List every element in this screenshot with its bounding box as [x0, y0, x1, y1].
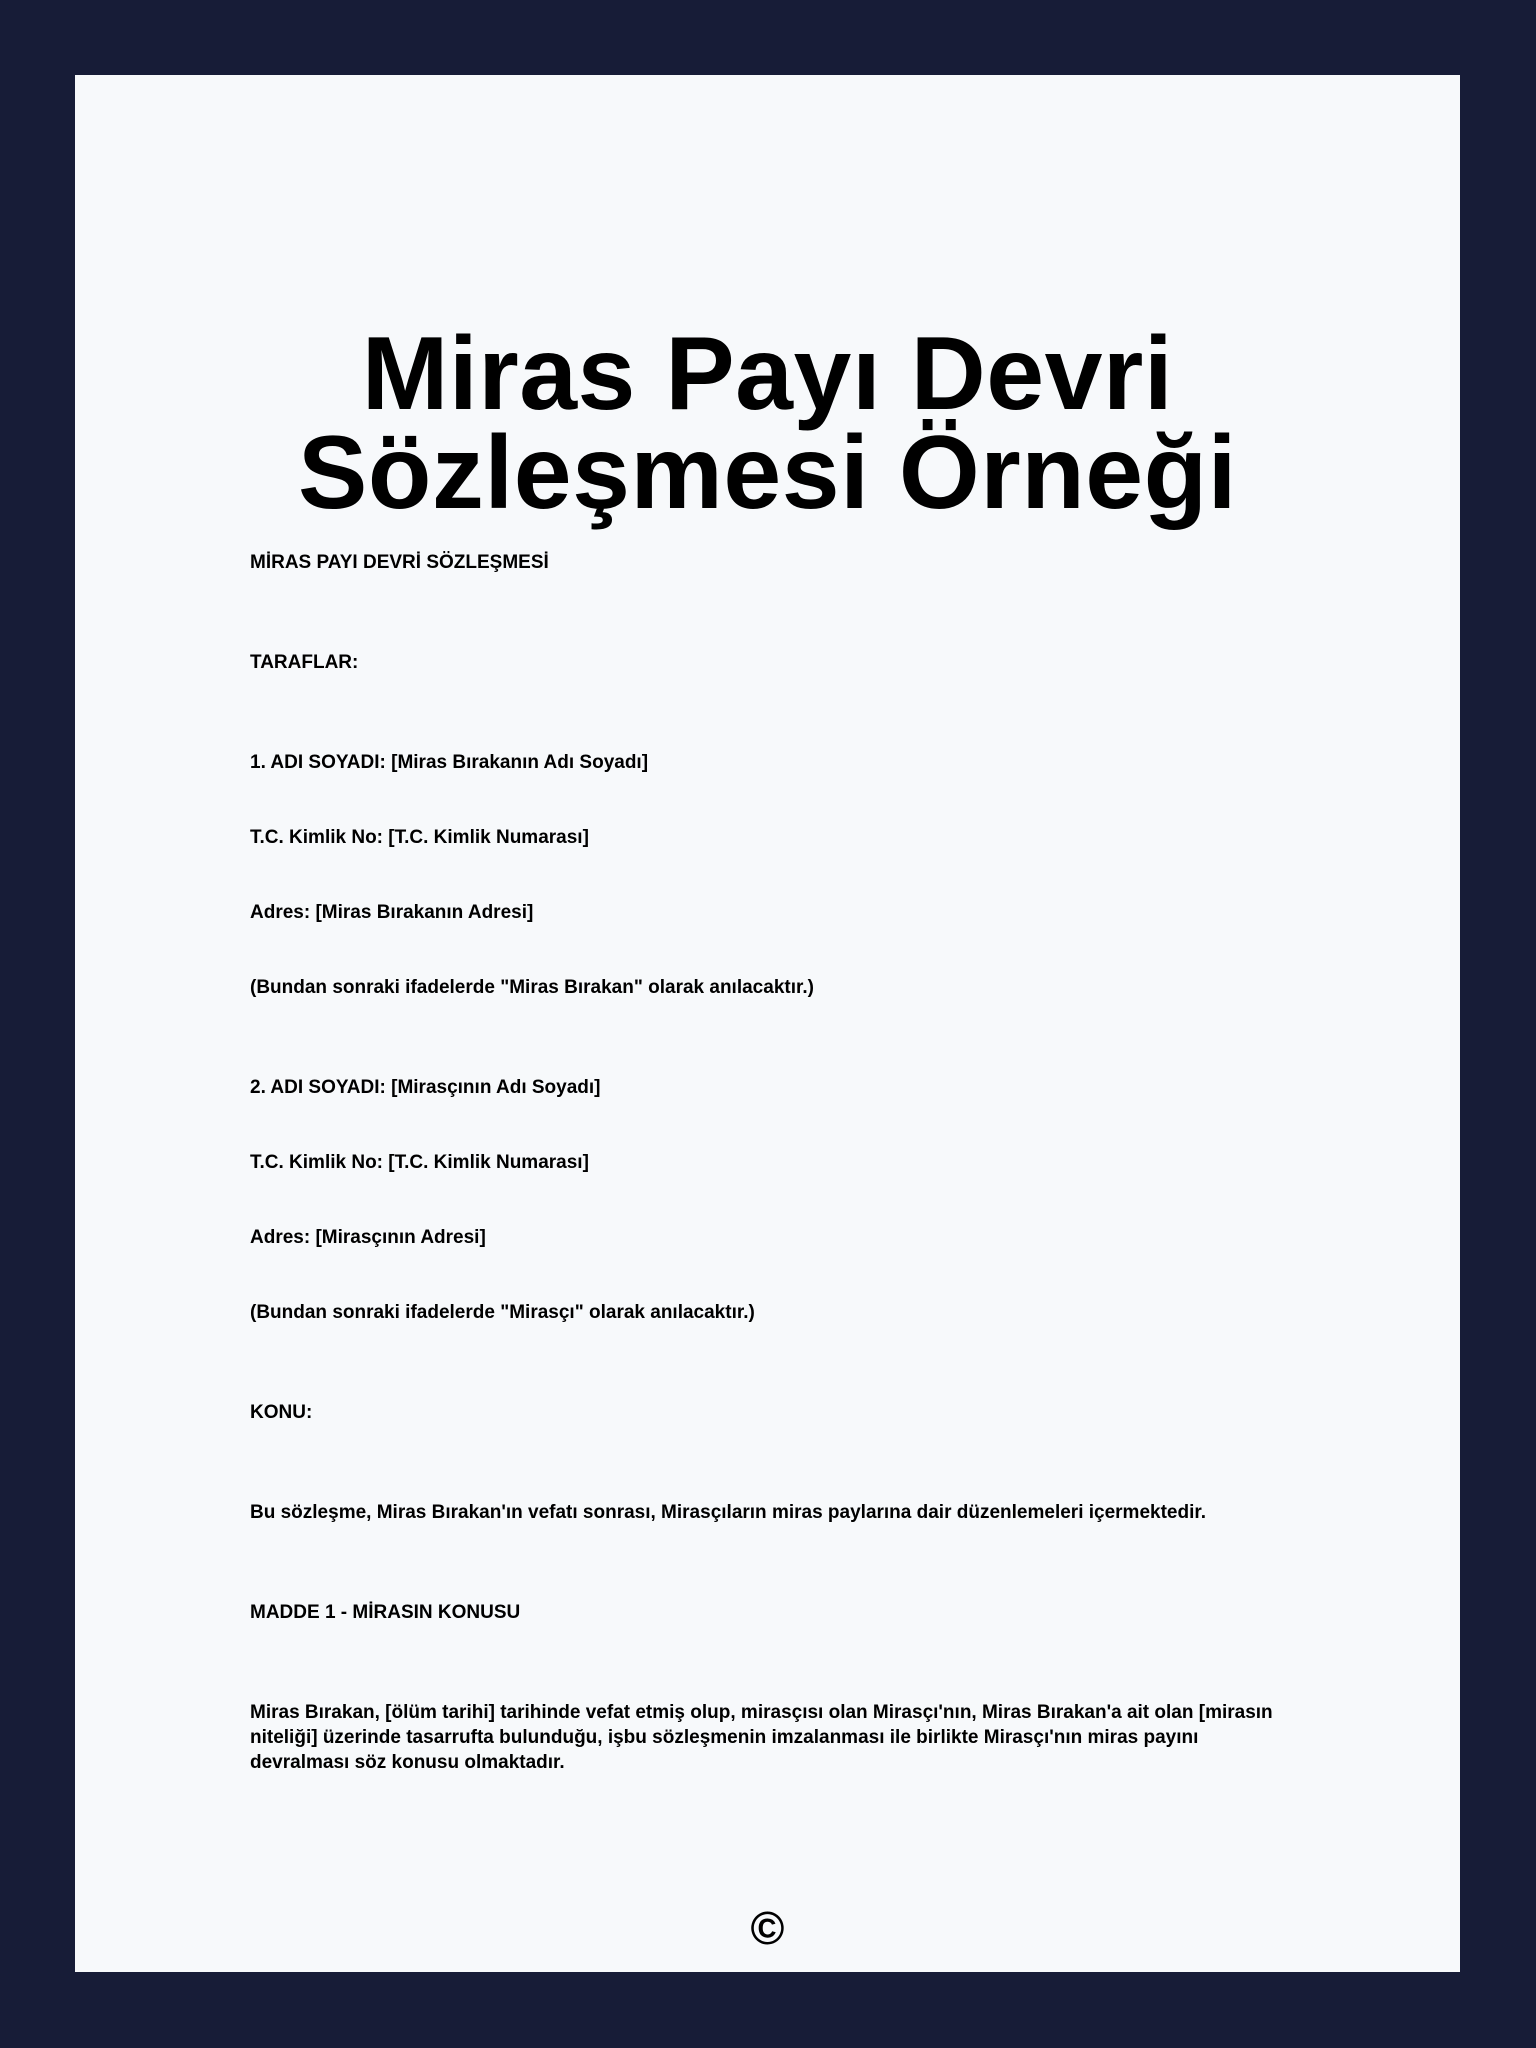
party1-id: T.C. Kimlik No: [T.C. Kimlik Numarası]	[250, 827, 589, 848]
copyright-symbol: ©	[750, 1902, 785, 1954]
subject-text: Bu sözleşme, Miras Bırakan'ın vefatı sonrası, Mirasçıların miras paylarına dair düzenlemeleri içermektedir.	[250, 1502, 1206, 1523]
document-page	[75, 75, 1460, 1972]
document-title: Miras Payı Devri Sözleşmesi Örneği	[297, 316, 1238, 531]
article1-text: Miras Bırakan, [ölüm tarihi] tarihinde vefat etmiş olup, mirasçısı olan Mirasçı'nın, Miras Bırakan'a ait olan [mirasın niteliği] üzerinde tasarrufta bulunduğu, işbu sözleşmenin imzalanması ile birlikte Mirasçı'nın miras payını devralması söz konusu olmaktadır.	[250, 1702, 1273, 1773]
party2-name: 2. ADI SOYADI: [Mirasçının Adı Soyadı]	[250, 1077, 601, 1098]
article1-title: MADDE 1 - MİRASIN KONUSU	[250, 1602, 521, 1623]
party1-name: 1. ADI SOYADI: [Miras Bırakanın Adı Soyadı]	[250, 752, 649, 773]
parties-label: TARAFLAR:	[250, 652, 359, 673]
party1-reference: (Bundan sonraki ifadelerde "Miras Bırakan" olarak anılacaktır.)	[250, 977, 814, 998]
party1-address: Adres: [Miras Bırakanın Adresi]	[250, 902, 534, 923]
contract-heading: MİRAS PAYI DEVRİ SÖZLEŞMESİ	[250, 552, 549, 573]
party2-reference: (Bundan sonraki ifadelerde "Mirasçı" olarak anılacaktır.)	[250, 1302, 755, 1323]
party2-id: T.C. Kimlik No: [T.C. Kimlik Numarası]	[250, 1152, 589, 1173]
party2-address: Adres: [Mirasçının Adresi]	[250, 1227, 486, 1248]
subject-label: KONU:	[250, 1402, 313, 1423]
